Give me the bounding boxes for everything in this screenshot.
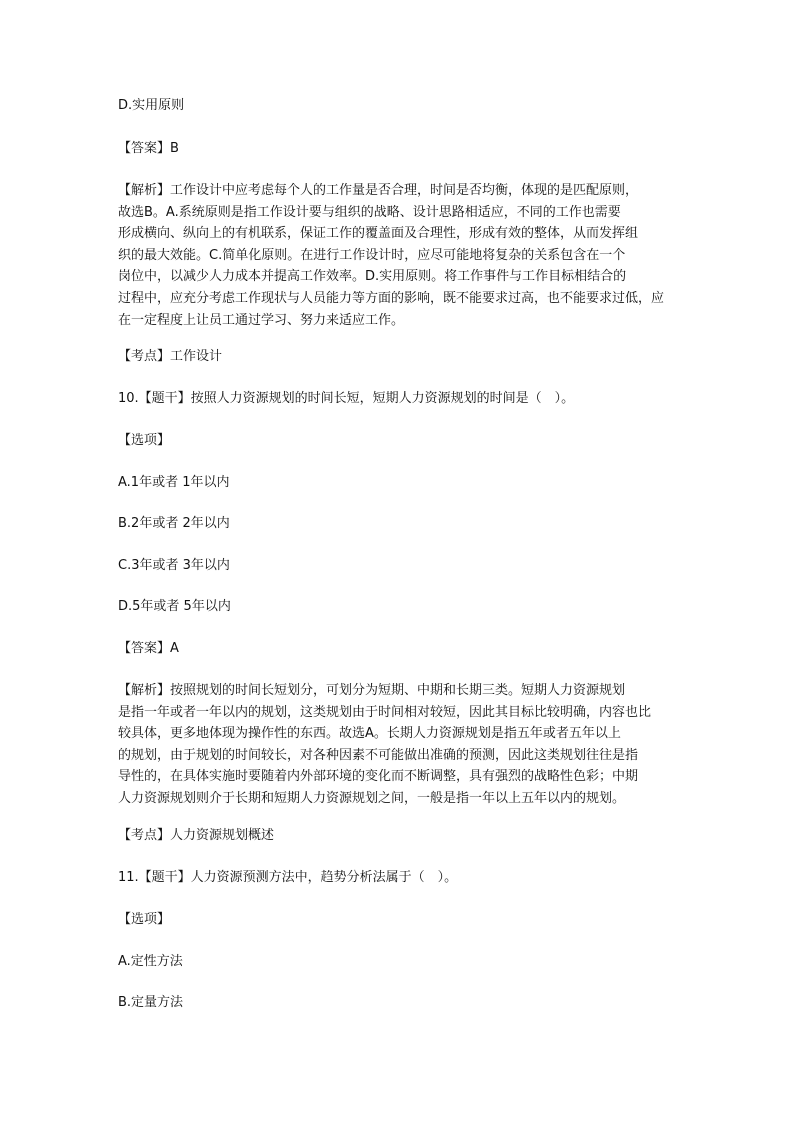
q10-analysis [118,680,688,810]
q10-analysis-line: 导性的，在具体实施时要随着内外部环境的变化而不断调整，具有强烈的战略性色彩；中期 [118,769,639,785]
q10-analysis-line: 的规划，由于规划的时间较长，对各种因素不可能做出准确的预测，因此这类规划往往是指 [118,747,639,763]
q10-analysis-line: 人力资源规划则介于长期和短期人力资源规划之间，一般是指一年以上五年以内的规划。 [118,790,626,806]
q10-option-d: D.5年或者 5年以内 [118,599,231,614]
q10-option-c: C.3年或者 3年以内 [118,558,230,573]
q9-answer: 【答案】B [118,141,179,156]
q10-stem: 10.【题干】按照人力资源规划的时间长短，短期人力资源规划的时间是（ ）。 [118,391,575,406]
q9-analysis-line: 【解析】工作设计中应考虑每个人的工作量是否合理，时间是否均衡，体现的是匹配原则， [118,183,639,198]
q10-option-b: B.2年或者 2年以内 [118,516,230,531]
q10-analysis-line: 较具体，更多地体现为操作性的东西。故选A。长期人力资源规划是指五年或者五年以上 [118,726,621,742]
q11-options-label: 【选项】 [118,912,171,927]
q9-analysis-line: 织的最大效能。C.简单化原则。在进行工作设计时，应尽可能地将复杂的关系包含在一个 [118,247,626,263]
q10-point: 【考点】人力资源规划概述 [118,828,275,843]
q11-option-b: B.定量方法 [118,995,184,1010]
q9-analysis-line: 形成横向、纵向上的有机联系，保证工作的覆盖面及合理性，形成有效的整体，从而发挥组 [118,226,639,242]
q11-stem: 11.【题干】人力资源预测方法中，趋势分析法属于（ ）。 [118,870,458,885]
q9-analysis-line: 岗位中，以减少人力成本并提高工作效率。D.实用原则。将工作事件与工作目标相结合的 [118,269,627,285]
q9-analysis [118,180,688,331]
q11-option-a: A.定性方法 [118,954,183,969]
q9-analysis-line: 在一定程度上让员工通过学习、努力来适应工作。 [118,312,405,328]
q10-analysis-line: 是指一年或者一年以内的规划，这类规划由于时间相对较短，因此其目标比较明确，内容也比 [118,704,652,720]
q10-option-a: A.1年或者 1年以内 [118,475,230,490]
q10-analysis-line: 【解析】按照规划的时间长短划分，可划分为短期、中期和长期三类。短期人力资源规划 [118,683,626,698]
q9-point: 【考点】工作设计 [118,349,223,364]
q9-option-d: D.实用原则 [118,98,185,113]
q10-answer: 【答案】A [118,641,179,656]
q9-analysis-line: 故选B。A.系统原则是指工作设计要与组织的战略、设计思路相适应，不同的工作也需要 [118,204,621,220]
q10-options-label: 【选项】 [118,433,171,448]
q9-analysis-line: 过程中，应充分考虑工作现状与人员能力等方面的影响，既不能要求过高，也不能要求过低，应 [118,290,665,306]
